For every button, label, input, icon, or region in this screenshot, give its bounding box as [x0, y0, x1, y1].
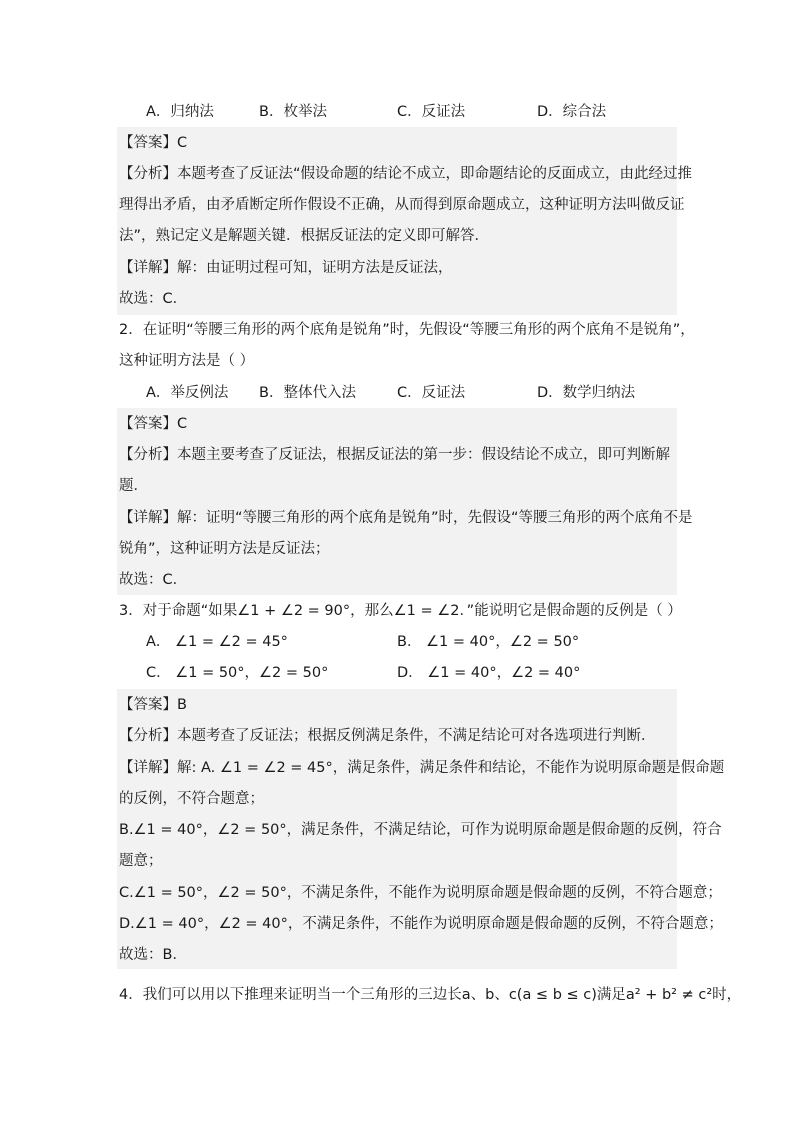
q1-option-b: B．枚举法 [259, 104, 327, 120]
q2-detail-line-2: 锐角”，这种证明方法是反证法； [119, 541, 330, 557]
q2-option-a: A．举反例法 [146, 385, 229, 401]
q2-option-b: B．整体代入法 [259, 385, 356, 401]
q1-option-a: A．归纳法 [146, 104, 214, 120]
answer-block-1 [117, 127, 677, 315]
q2-analysis-line-2: 题． [119, 478, 148, 494]
q3-option-c: C． ∠1 = 50°，∠2 = 50° [146, 665, 329, 681]
q3-detail-line-2: 的反例，不符合题意； [119, 791, 264, 807]
q3-detail-line-5: C.∠1 = 50°，∠2 = 50°，不满足条件，不能作为说明原命题是假命题的反例，不符合题意； [119, 885, 722, 901]
q3-detail-line-3: B.∠1 = 40°，∠2 = 50°，满足条件，不满足结论，可作为说明原命题是假命题的反例，符合 [119, 822, 722, 838]
q3-choice: 故选：B． [119, 947, 187, 963]
q2-choice: 故选：C． [119, 572, 188, 588]
q3-detail-line-1: 【详解】解: A. ∠1 = ∠2 = 45°，满足条件，满足条件和结论，不能作为说明原命题是假命题 [119, 760, 725, 776]
q1-answer: 【答案】C [119, 135, 188, 151]
answer-block-2 [117, 408, 677, 595]
q3-option-b: B． ∠1 = 40°，∠2 = 50° [397, 634, 580, 650]
q1-detail: 【详解】解：由证明过程可知，证明方法是反证法， [119, 260, 453, 276]
q1-option-d: D．综合法 [537, 104, 607, 120]
q1-analysis-line-3: 法”，熟记定义是解题关键．根据反证法的定义即可解答． [119, 228, 490, 244]
q3-answer: 【答案】B [119, 697, 187, 713]
q2-answer: 【答案】C [119, 416, 188, 432]
q3-option-a: A． ∠1 = ∠2 = 45° [146, 634, 288, 650]
q2-stem-line-1: 2．在证明“等腰三角形的两个底角是锐角”时，先假设“等腰三角形的两个底角不是锐角”， [119, 322, 695, 338]
q3-detail-line-4: 题意； [119, 853, 163, 869]
q2-option-c: C．反证法 [397, 385, 466, 401]
q3-analysis: 【分析】本题考查了反证法；根据反例满足条件，不满足结论可对各选项进行判断． [119, 728, 656, 744]
q1-analysis-line-1: 【分析】本题考查了反证法“假设命题的结论不成立，即命题结论的反面成立，由此经过推 [119, 166, 693, 182]
q1-analysis-line-2: 理得出矛盾，由矛盾断定所作假设不正确，从而得到原命题成立，这种证明方法叫做反证 [119, 197, 685, 213]
q1-choice: 故选：C． [119, 291, 188, 307]
q2-analysis-line-1: 【分析】本题主要考查了反证法，根据反证法的第一步：假设结论不成立，即可判断解 [119, 447, 670, 463]
q2-detail-line-1: 【详解】解：证明“等腰三角形的两个底角是锐角”时，先假设“等腰三角形的两个底角不是 [119, 510, 693, 526]
q3-stem: 3．对于命题“如果∠1 + ∠2 = 90°，那么∠1 = ∠2．”能说明它是假命题的反例是（ ） [119, 603, 682, 619]
q4-stem: 4．我们可以用以下推理来证明当一个三角形的三边长a、b、c(a ≤ b ≤ c)满足a² + b² ≠ c²时， [119, 987, 742, 1003]
q2-option-d: D．数学归纳法 [537, 385, 636, 401]
q3-option-d: D． ∠1 = 40°，∠2 = 40° [397, 665, 581, 681]
q1-option-c: C．反证法 [397, 104, 466, 120]
q3-detail-line-6: D.∠1 = 40°，∠2 = 40°，不满足条件，不能作为说明原命题是假命题的反例，不符合题意； [119, 916, 723, 932]
q2-stem-line-2: 这种证明方法是（ ） [119, 353, 255, 369]
